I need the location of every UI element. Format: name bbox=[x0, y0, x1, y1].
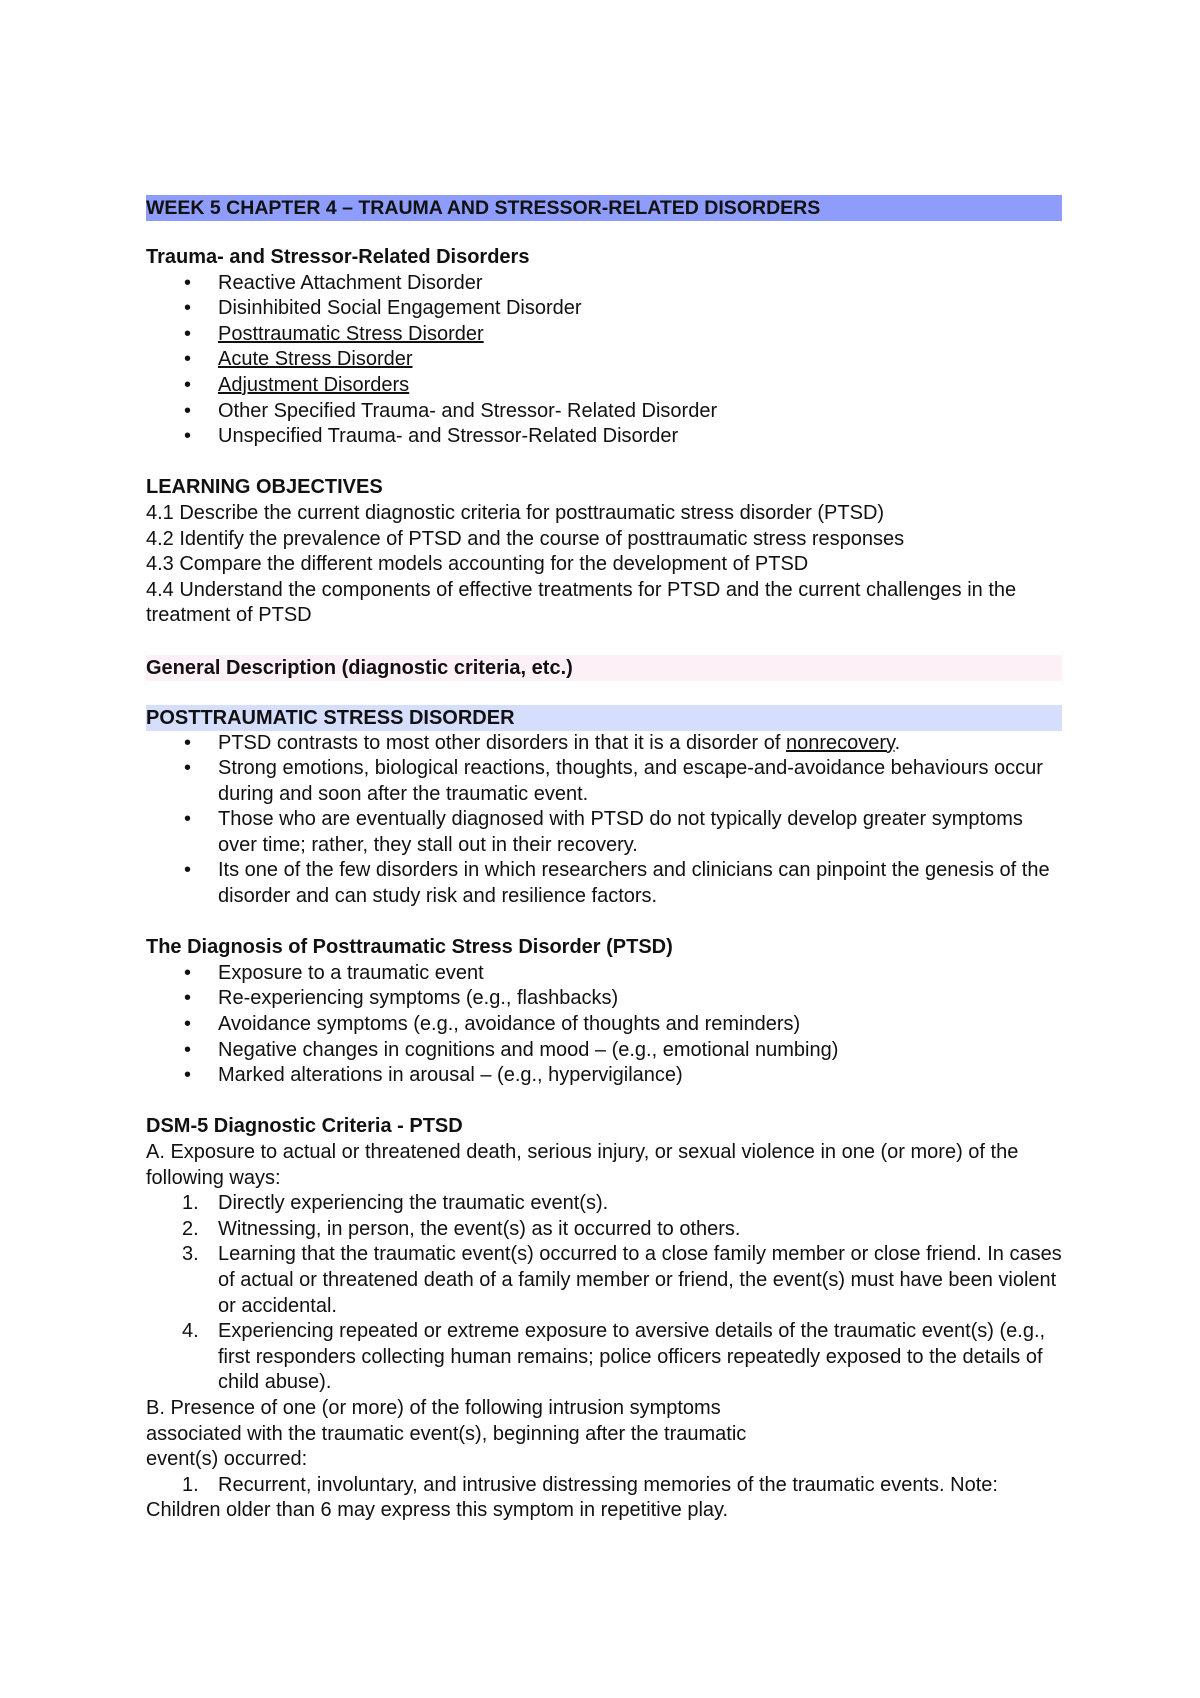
bullet-icon: • bbox=[184, 731, 192, 754]
bullet-icon: • bbox=[184, 987, 192, 1010]
section-heading-dsm: DSM-5 Diagnostic Criteria - PTSD bbox=[146, 1115, 463, 1138]
list-item: • Reactive Attachment Disorder bbox=[146, 271, 1062, 297]
bullet-icon: • bbox=[184, 322, 192, 345]
bullet-icon: • bbox=[184, 373, 192, 396]
objective-item: 4.3 Compare the different models accounting for the development of PTSD bbox=[146, 553, 809, 576]
list-item: • Disinhibited Social Engagement Disorder bbox=[146, 296, 1062, 322]
list-item: • Other Specified Trauma- and Stressor- Related Disorder bbox=[146, 399, 1062, 425]
section-heading-objectives: LEARNING OBJECTIVES bbox=[146, 476, 383, 499]
objective-item: 4.1 Describe the current diagnostic criteria for posttraumatic stress disorder (PTSD) bbox=[146, 501, 885, 524]
list-item: • Exposure to a traumatic event bbox=[146, 961, 1062, 987]
bullet-icon: • bbox=[184, 1038, 192, 1061]
bullet-icon: • bbox=[184, 1064, 192, 1087]
bullet-icon: • bbox=[184, 271, 192, 294]
list-item: • Strong emotions, biological reactions, thoughts, and escape-and-avoidance behaviours occur during and soon after the traumatic event. bbox=[184, 757, 1043, 805]
objective-item: 4.2 Identify the prevalence of PTSD and the course of posttraumatic stress responses bbox=[146, 527, 905, 550]
bullet-icon: • bbox=[184, 348, 192, 371]
bullet-icon: • bbox=[184, 859, 192, 882]
ptsd-list bbox=[146, 731, 1062, 910]
list-item: • PTSD contrasts to most other disorders in that it is a disorder of nonrecovery. bbox=[146, 731, 1062, 757]
list-item: 4. Experiencing repeated or extreme exposure to aversive details of the traumatic event(s) (e.g., first responders collecting human remains; police officers repeatedly exposed to the details of child abuse). bbox=[182, 1320, 1046, 1394]
list-item: 1. Directly experiencing the traumatic event(s). bbox=[182, 1192, 609, 1215]
document-body bbox=[146, 195, 1062, 1524]
section-heading-ptsd: POSTTRAUMATIC STRESS DISORDER bbox=[146, 705, 1062, 731]
section-heading-diagnosis: The Diagnosis of Posttraumatic Stress Disorder (PTSD) bbox=[146, 936, 673, 959]
criterion-a: A. Exposure to actual or threatened death, serious injury, or sexual violence in one (or more) of the following ways: bbox=[146, 1141, 1019, 1189]
criterion-b-list bbox=[146, 1473, 1062, 1499]
disorders-list bbox=[146, 271, 1062, 450]
list-item: • Re-experiencing symptoms (e.g., flashbacks) bbox=[146, 986, 1062, 1012]
list-item: 1. Recurrent, involuntary, and intrusive distressing memories of the traumatic events. Note: bbox=[182, 1473, 998, 1496]
list-item: 2. Witnessing, in person, the event(s) as it occurred to others. bbox=[182, 1217, 741, 1240]
list-item: • Unspecified Trauma- and Stressor-Related Disorder bbox=[146, 424, 1062, 450]
bullet-icon: • bbox=[184, 399, 192, 422]
bullet-icon: • bbox=[184, 425, 192, 448]
criterion-a-list bbox=[146, 1191, 1062, 1396]
list-item: • Adjustment Disorders bbox=[146, 373, 1062, 399]
criterion-b-footer: Children older than 6 may express this symptom in repetitive play. bbox=[146, 1499, 729, 1522]
bullet-icon: • bbox=[184, 1013, 192, 1036]
criterion-b-line: B. Presence of one (or more) of the following intrusion symptoms bbox=[146, 1396, 721, 1419]
diagnosis-list bbox=[146, 961, 1062, 1089]
bullet-icon: • bbox=[184, 757, 192, 780]
objective-item: 4.4 Understand the components of effective treatments for PTSD and the current challenges in the treatment of PTSD bbox=[146, 578, 1017, 627]
list-item: • Those who are eventually diagnosed with PTSD do not typically develop greater symptoms over time; rather, they stall out in their recovery. bbox=[184, 808, 1023, 856]
list-item: • Acute Stress Disorder bbox=[146, 347, 1062, 373]
criterion-b-line: associated with the traumatic event(s), beginning after the traumatic bbox=[146, 1422, 747, 1445]
list-item: 3. Learning that the traumatic event(s) occurred to a close family member or close friend. In cases of actual or threatened death of a family member or friend, the event(s) must have been violent or accidental. bbox=[182, 1243, 1062, 1317]
section-heading-disorders: Trauma- and Stressor-Related Disorders bbox=[146, 246, 530, 268]
bullet-icon: • bbox=[184, 808, 192, 831]
list-item: • Posttraumatic Stress Disorder bbox=[146, 322, 1062, 348]
list-item: • Marked alterations in arousal – (e.g., hypervigilance) bbox=[146, 1063, 1062, 1089]
criterion-b-line: event(s) occurred: bbox=[146, 1448, 308, 1471]
list-item: • Avoidance symptoms (e.g., avoidance of thoughts and reminders) bbox=[146, 1012, 1062, 1038]
list-item: • Negative changes in cognitions and mood – (e.g., emotional numbing) bbox=[146, 1038, 1062, 1064]
list-item: • Its one of the few disorders in which researchers and clinicians can pinpoint the genesis of the disorder and can study risk and resilience factors. bbox=[184, 859, 1050, 908]
underlined-term: nonrecovery bbox=[786, 731, 895, 754]
document-title: WEEK 5 CHAPTER 4 – TRAUMA AND STRESSOR-RELATED DISORDERS bbox=[146, 195, 1062, 221]
section-heading-general: General Description (diagnostic criteria, etc.) bbox=[146, 655, 1062, 681]
bullet-icon: • bbox=[184, 961, 192, 984]
bullet-icon: • bbox=[184, 297, 192, 320]
